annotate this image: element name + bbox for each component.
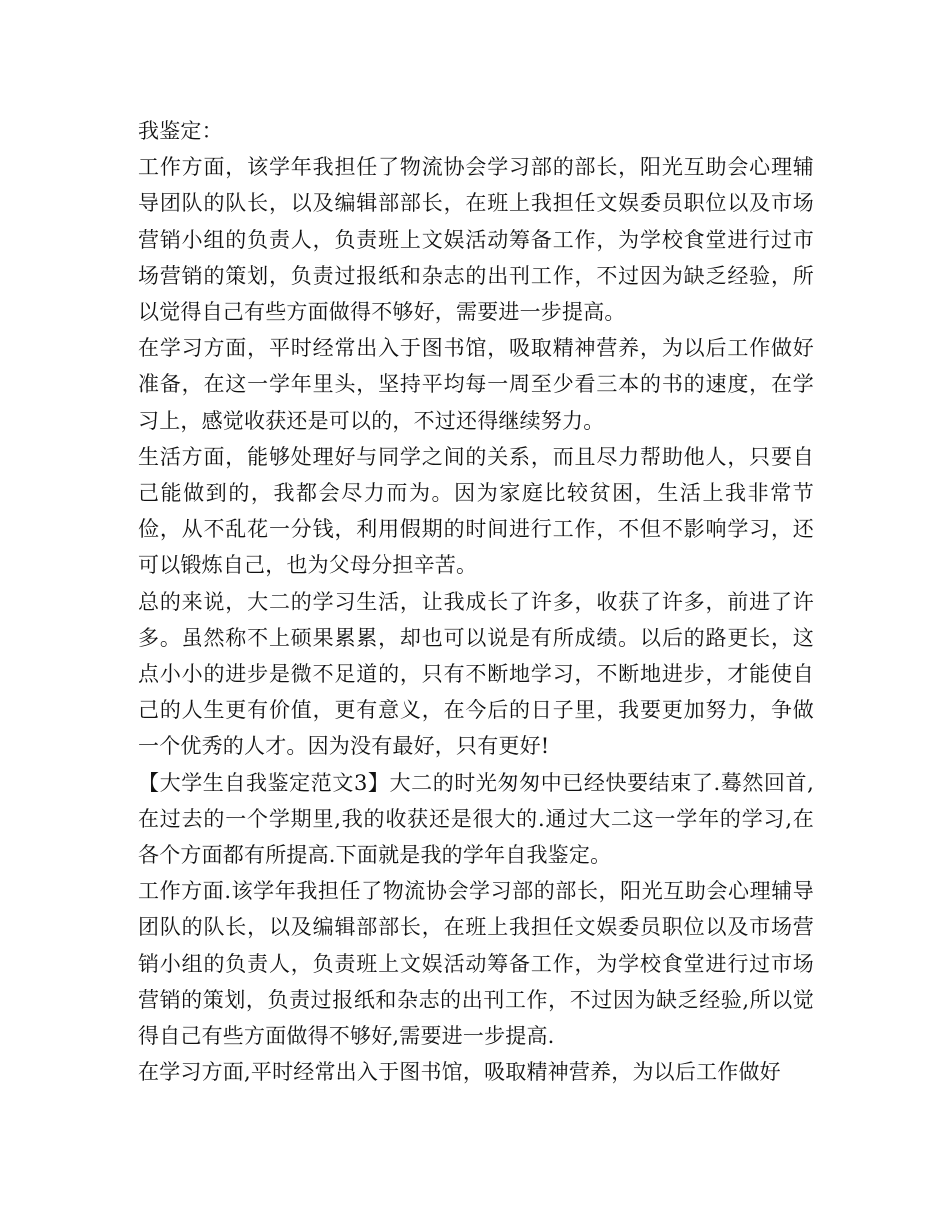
paragraph-sample-3-work: 工作方面.该学年我担任了物流协会学习部的部长，阳光互助会心理辅导团队的队长，以及编辑部部长，在班上我担任文娱委员职位以及市场营销小组的负责人，负责班上文娱活动筹备工作，为学校食堂进行过市场营销的策划，负责过报纸和杂志的出刊工作，不过因为缺乏经验,所以觉得自己有些方面做得不够好,需要进一步提高. [138,879,814,1049]
paragraph-life: 生活方面，能够处理好与同学之间的关系，而且尽力帮助他人，只要自己能做到的，我都会尽力而为。因为家庭比较贫困，生活上我非常节俭，从不乱花一分钱，利用假期的时间进行工作，不但不影响学习，还可以锻炼自己，也为父母分担辛苦。 [138,444,814,578]
paragraph-study: 在学习方面，平时经常出入于图书馆，吸取精神营养，为以后工作做好准备，在这一学年里头，坚持平均每一周至少看三本的书的速度，在学习上，感觉收获还是可以的，不过还得继续努力。 [138,336,814,433]
document-body [138,113,814,1090]
paragraph-work: 工作方面，该学年我担任了物流协会学习部的部长，阳光互助会心理辅导团队的队长，以及编辑部部长，在班上我担任文娱委员职位以及市场营销小组的负责人，负责班上文娱活动筹备工作，为学校食堂进行过市场营销的策划，负责过报纸和杂志的出刊工作，不过因为缺乏经验，所以觉得自己有些方面做得不够好，需要进一步提高。 [138,155,814,325]
paragraph-sample-3-study: 在学习方面,平时经常出入于图书馆，吸取精神营养，为以后工作做好 [138,1060,781,1085]
paragraph-summary: 总的来说，大二的学习生活，让我成长了许多，收获了许多，前进了许多。虽然称不上硕果累累，却也可以说是有所成绩。以后的路更长，这点小小的进步是微不足道的，只有不断地学习，不断地进步，才能使自己的人生更有价值，更有意义，在今后的日子里，我要更加努力，争做一个优秀的人才。因为没有最好，只有更好! [138,589,814,759]
paragraph-sample-3-intro: 【大学生自我鉴定范文3】大二的时光匆匆中已经快要结束了.蓦然回首,在过去的一个学期里,我的收获还是很大的.通过大二这一学年的学习,在各个方面都有所提高.下面就是我的学年自我鉴定。 [138,770,814,868]
paragraph-heading: 我鉴定： [138,119,223,143]
